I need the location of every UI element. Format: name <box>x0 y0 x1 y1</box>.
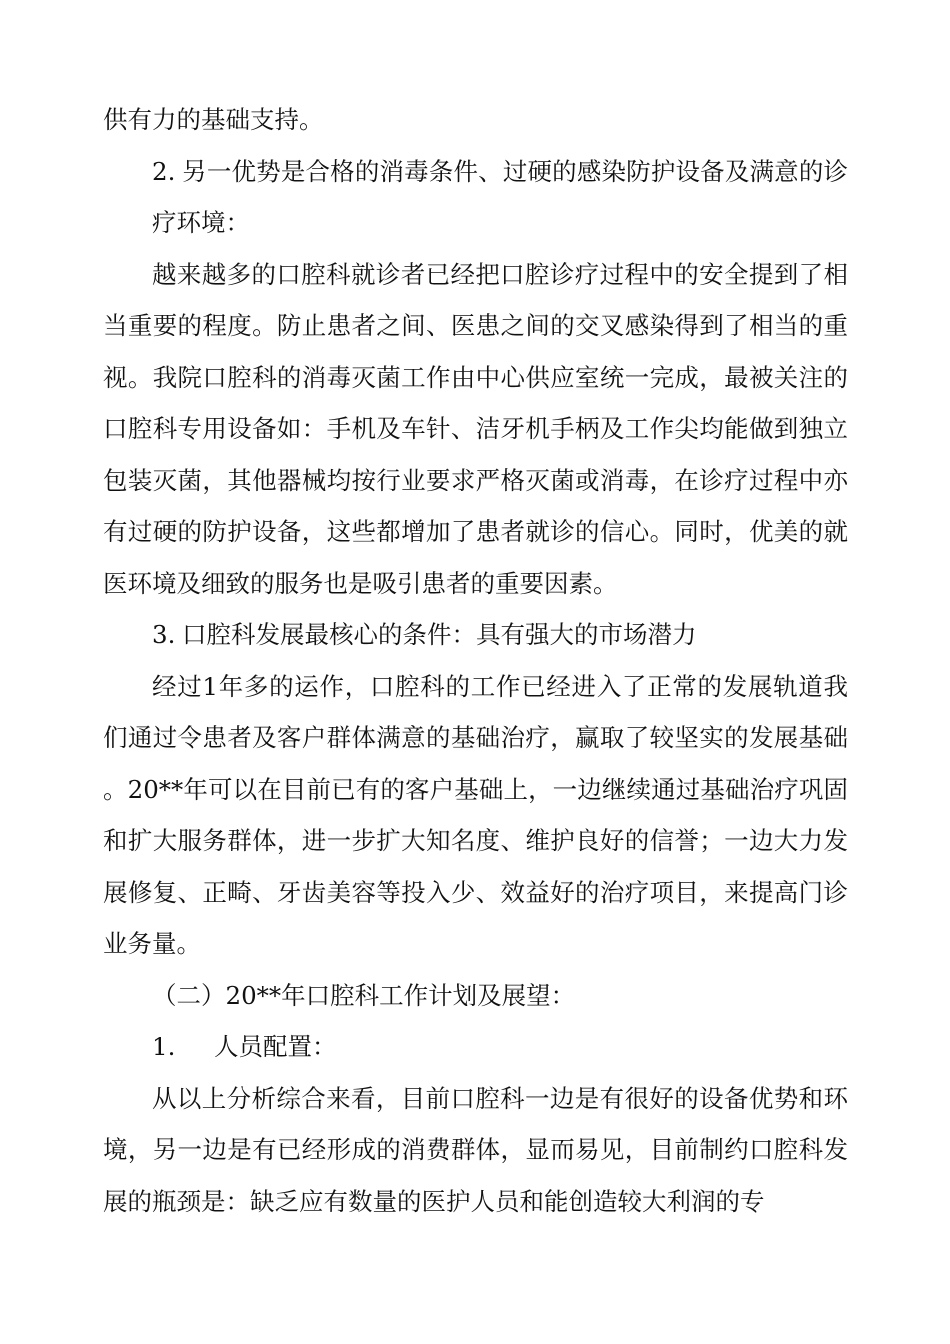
item-text: 口腔科发展最核心的条件：具有强大的市场潜力 <box>182 620 697 649</box>
paragraph-safety: 越来越多的口腔科就诊者已经把口腔诊疗过程中的安全提到了相当重要的程度。防止患者之间、医患之间的交叉感染得到了相当的重视。我院口腔科的消毒灭菌工作由中心供应室统一完成，最被关注的口腔科专用设备如：手机及车针、洁牙机手柄及工作尖均能做到独立包装灭菌，其他器械均按行业要求严格灭菌或消毒，在诊疗过程中亦有过硬的防护设备，这些都增加了患者就诊的信心。同时，优美的就医环境及细致的服务也是吸引患者的重要因素。 <box>103 259 848 598</box>
numbered-item-market <box>103 609 848 661</box>
numbered-item-staffing <box>103 1021 848 1073</box>
item-text: 人员配置： <box>214 1032 337 1061</box>
item-number: 3. <box>152 620 176 649</box>
section-heading: （二）20**年口腔科工作计划及展望： <box>152 980 576 1010</box>
paragraph-analysis: 从以上分析综合来看，目前口腔科一边是有很好的设备优势和环境，另一边是有已经形成的消费群体，显而易见，目前制约口腔科发展的瓶颈是：缺乏应有数量的医护人员和能创造较大利润的专 <box>103 1083 848 1216</box>
item-number: 2. <box>152 156 176 186</box>
paragraph-continuation: 供有力的基础支持。 <box>103 105 324 134</box>
item-number: 1. <box>152 1032 176 1061</box>
item-text: 另一优势是合格的消毒条件、过硬的感染防护设备及满意的诊疗环境： <box>152 156 848 237</box>
paragraph-development: 经过1年多的运作，口腔科的工作已经进入了正常的发展轨道我们通过令患者及客户群体满意的基础治疗，赢取了较坚实的发展基础。20**年可以在目前已有的客户基础上，一边继续通过基础治疗巩固和扩大服务群体，进一步扩大知名度、维护良好的信誉；一边大力发展修复、正畸、牙齿美容等投入少、效益好的治疗项目，来提高门诊业务量。 <box>103 671 848 958</box>
numbered-item-disinfection <box>103 146 848 249</box>
document-body <box>103 94 848 1227</box>
